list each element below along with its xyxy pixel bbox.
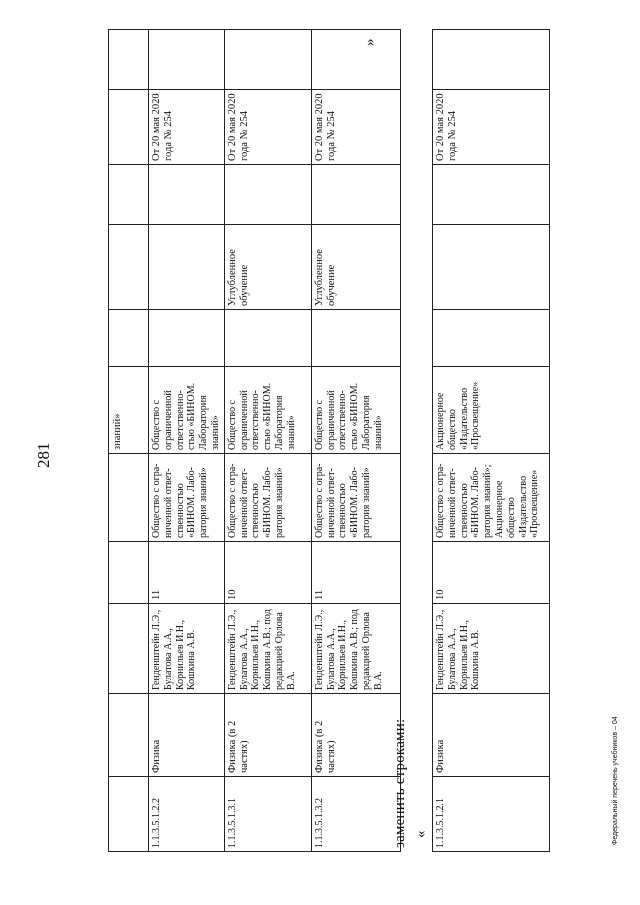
- grade-cell: 10: [224, 542, 311, 604]
- study-level-cell: Углубленное обучение: [224, 225, 311, 310]
- publisher-short-cell: Акционерное общество «Издательство «Просвещение»: [433, 367, 550, 454]
- footer-note: Федеральный перечень учебников – 04: [612, 716, 619, 845]
- authors-cell: Генденштейн Л.Э., Булатова А.А., Корнильев И.Н., Кошкина А.В.; под редакцией Орлова В.А.: [311, 604, 400, 694]
- table-row: [224, 30, 311, 852]
- entry-number: 1.1.3.5.1.2.2: [149, 777, 225, 852]
- opening-quote: «: [413, 830, 429, 838]
- study-level-cell: [149, 225, 225, 310]
- study-level-cell: [433, 225, 550, 310]
- publisher-cell: Общество с огра-ниченной ответ-ственностью «БИНОМ. Лабо-ратория знаний»: [311, 454, 400, 542]
- order-cell: От 20 мая 2020 года № 254: [224, 90, 311, 165]
- order-cell: От 20 мая 2020 года № 254: [433, 90, 550, 165]
- grade-cell: 11: [311, 542, 400, 604]
- authors-cell: Генденштейн Л.Э., Булатова А.А., Корнильев И.Н., Кошкина А.В.; под редакцией Орлова В.А.: [224, 604, 311, 694]
- table-row: [311, 30, 400, 852]
- publisher-cell: Общество с огра-ниченной ответ-ственностью «БИНОМ. Лабо-ратория знаний»; Акционерное общество «Издательство «Просвещение»: [433, 454, 550, 542]
- grade-cell: 10: [433, 542, 550, 604]
- subject-cell: Физика (в 2 частях): [311, 694, 400, 777]
- study-level-cell: Углубленное обучение: [311, 225, 400, 310]
- authors-cell: Генденштейн Л.Э., Булатова А.А., Корнильев И.Н., Кошкина А.В.: [149, 604, 225, 694]
- publisher-short-cell: Общество с ограниченной ответственно-стью «БИНОМ. Лаборатория знаний»: [224, 367, 311, 454]
- order-cell: От 20 мая 2020 года № 254: [149, 90, 225, 165]
- top-table: [108, 30, 401, 852]
- replacement-table: [432, 30, 550, 852]
- table-row: [149, 30, 225, 852]
- subject-cell: Физика (в 2 частях): [224, 694, 311, 777]
- table-row: [433, 30, 550, 852]
- publisher-short-cell: Общество с ограниченной ответственно-стью «БИНОМ. Лаборатория знаний»: [149, 367, 225, 454]
- continuation-cell: знаний»: [109, 367, 149, 454]
- order-cell: От 20 мая 2020 года № 254: [311, 90, 400, 165]
- publisher-cell: Общество с огра-ниченной ответ-ственностью «БИНОМ. Лабо-ратория знаний»: [224, 454, 311, 542]
- page-number: 281: [34, 442, 53, 468]
- table-row: [109, 30, 149, 852]
- entry-number: 1.1.3.5.1.3.2: [311, 777, 400, 852]
- entry-number: 1.1.3.5.1.2.1: [433, 777, 550, 852]
- subject-cell: Физика: [149, 694, 225, 777]
- replace-instruction: заменить строками:: [392, 718, 408, 848]
- entry-number: 1.1.3.5.1.3.1: [224, 777, 311, 852]
- closing-quote: »: [362, 38, 378, 46]
- publisher-short-cell: Общество с ограниченной ответственно-стью «БИНОМ. Лаборатория знаний»: [311, 367, 400, 454]
- publisher-cell: Общество с огра-ниченной ответ-ственностью «БИНОМ. Лабо-ратория знаний»: [149, 454, 225, 542]
- grade-cell: 11: [149, 542, 225, 604]
- authors-cell: Генденштейн Л.Э., Булатова А.А., Корнильев И.Н., Кошкина А.В.: [433, 604, 550, 694]
- subject-cell: Физика: [433, 694, 550, 777]
